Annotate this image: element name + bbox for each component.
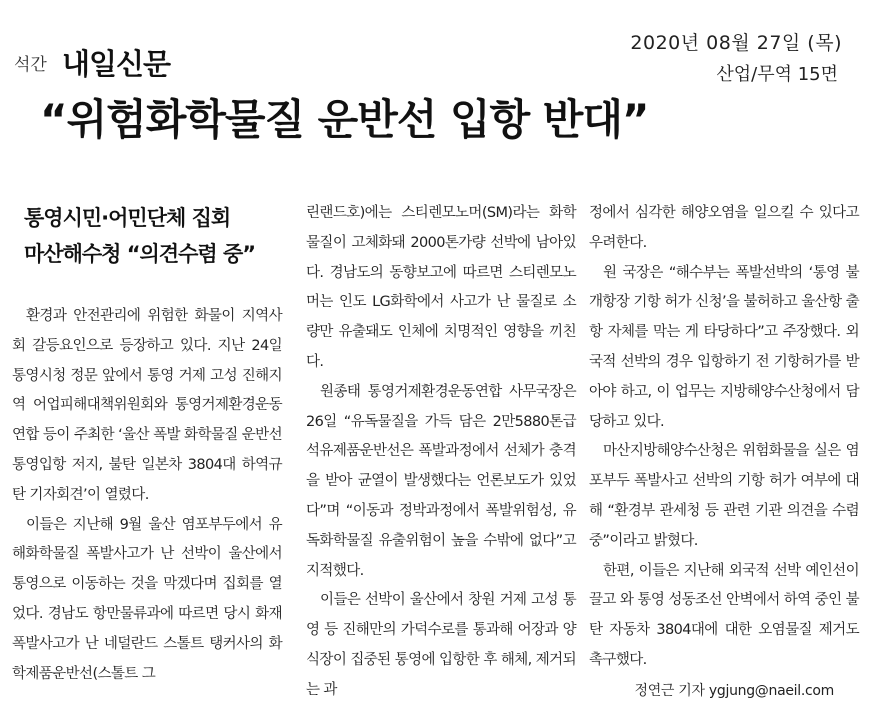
publication-date: 2020년 08월 27일 (목) bbox=[630, 32, 842, 54]
article-column-2 bbox=[306, 199, 576, 709]
newspaper-name: 내일신문 bbox=[62, 47, 171, 81]
paragraph-3: 원종태 통영거제환경운동연합 사무국장은 26일 “유독물질을 가득 담은 2만5880톤급 석유제품운반선은 폭발과정에서 선체가 충격을 받아 균열이 발생했다는 언론보도가 있었다”며 “이동과 정박과정에서 폭발위험성, 유독화학물질 유출위험이 높을 수밖에 없다”고 지적했다. bbox=[306, 383, 576, 579]
paragraph-6: 마산지방해양수산청은 위험화물을 실은 염포부두 폭발사고 선박의 기항 허가 여부에 대해 “환경부 관세청 등 관련 기관 의견을 수렴 중”이라고 밝혔다. bbox=[589, 443, 859, 549]
byline: 정연근 기자 ygjung@naeil.com bbox=[634, 683, 834, 699]
edition-label: 석간 bbox=[14, 55, 47, 75]
paragraph-2: 이들은 지난해 9월 울산 염포부두에서 유해화학물질 폭발사고가 난 선박이 울산에서 통영으로 이동하는 것을 막겠다며 집회를 열었다. 경남도 항만물류과에 따르면 당시 화재 폭발사고가 난 네덜란드 스톨트 탱커사의 화학제품운반선(스톨트 그 bbox=[12, 516, 282, 682]
headline: “위험화학물질 운반선 입항 반대” bbox=[40, 95, 649, 144]
subhead-line-1: 통영시민·어민단체 집회 bbox=[24, 206, 231, 230]
subhead-line-2: 마산해수청 “의견수렴 중” bbox=[24, 242, 256, 266]
paragraph-4-continued: 정에서 심각한 해양오염을 일으킬 수 있다고 우려한다. bbox=[589, 205, 859, 251]
paragraph-1: 환경과 안전관리에 위험한 화물이 지역사회 갈등요인으로 등장하고 있다. 지난 24일 통영시청 정문 앞에서 통영 거제 고성 진해지역 어업피해대책위원회와 통영거제환경운동연합 등이 주최한 ‘울산 폭발 화학물질 운반선 통영입항 저지, 불탄 일본차 3804대 하역규탄 기자회견’이 열렸다. bbox=[12, 308, 282, 503]
paragraph-7: 한편, 이들은 지난해 외국적 선박 예인선이 끌고 와 통영 성동조선 안벽에서 하역 중인 불탄 자동차 3804대에 대한 오염물질 제거도 촉구했다. bbox=[589, 562, 859, 668]
paragraph-4: 이들은 선박이 울산에서 창원 거제 고성 통영 등 진해만의 가덕수로를 통과해 어장과 양식장이 집중된 통영에 입항한 후 해체, 제거되는 과 bbox=[306, 592, 576, 698]
paragraph-2-continued: 린랜드호)에는 스티렌모노머(SM)라는 화학물질이 고체화돼 2000톤가량 선박에 남아있다. 경남도의 동향보고에 따르면 스티렌모노머는 인도 LG화학에서 사고가 난 물질로 소량만 유출돼도 인체에 치명적인 영향을 끼친다. bbox=[306, 205, 576, 370]
paragraph-5: 원 국장은 “해수부는 폭발선박의 ‘통영 불개항장 기항 허가 신청’을 불허하고 울산항 출항 자체를 막는 게 타당하다”고 주장했다. 외국적 선박의 경우 입항하기 전 기항허가를 받아야 하고, 이 업무는 지방해양수산청에서 담당하고 있다. bbox=[589, 264, 859, 430]
subheadline bbox=[24, 200, 286, 272]
article-column-1 bbox=[12, 302, 282, 706]
section-page: 산업/무역 15면 bbox=[716, 64, 838, 85]
article-column-3 bbox=[589, 199, 859, 667]
